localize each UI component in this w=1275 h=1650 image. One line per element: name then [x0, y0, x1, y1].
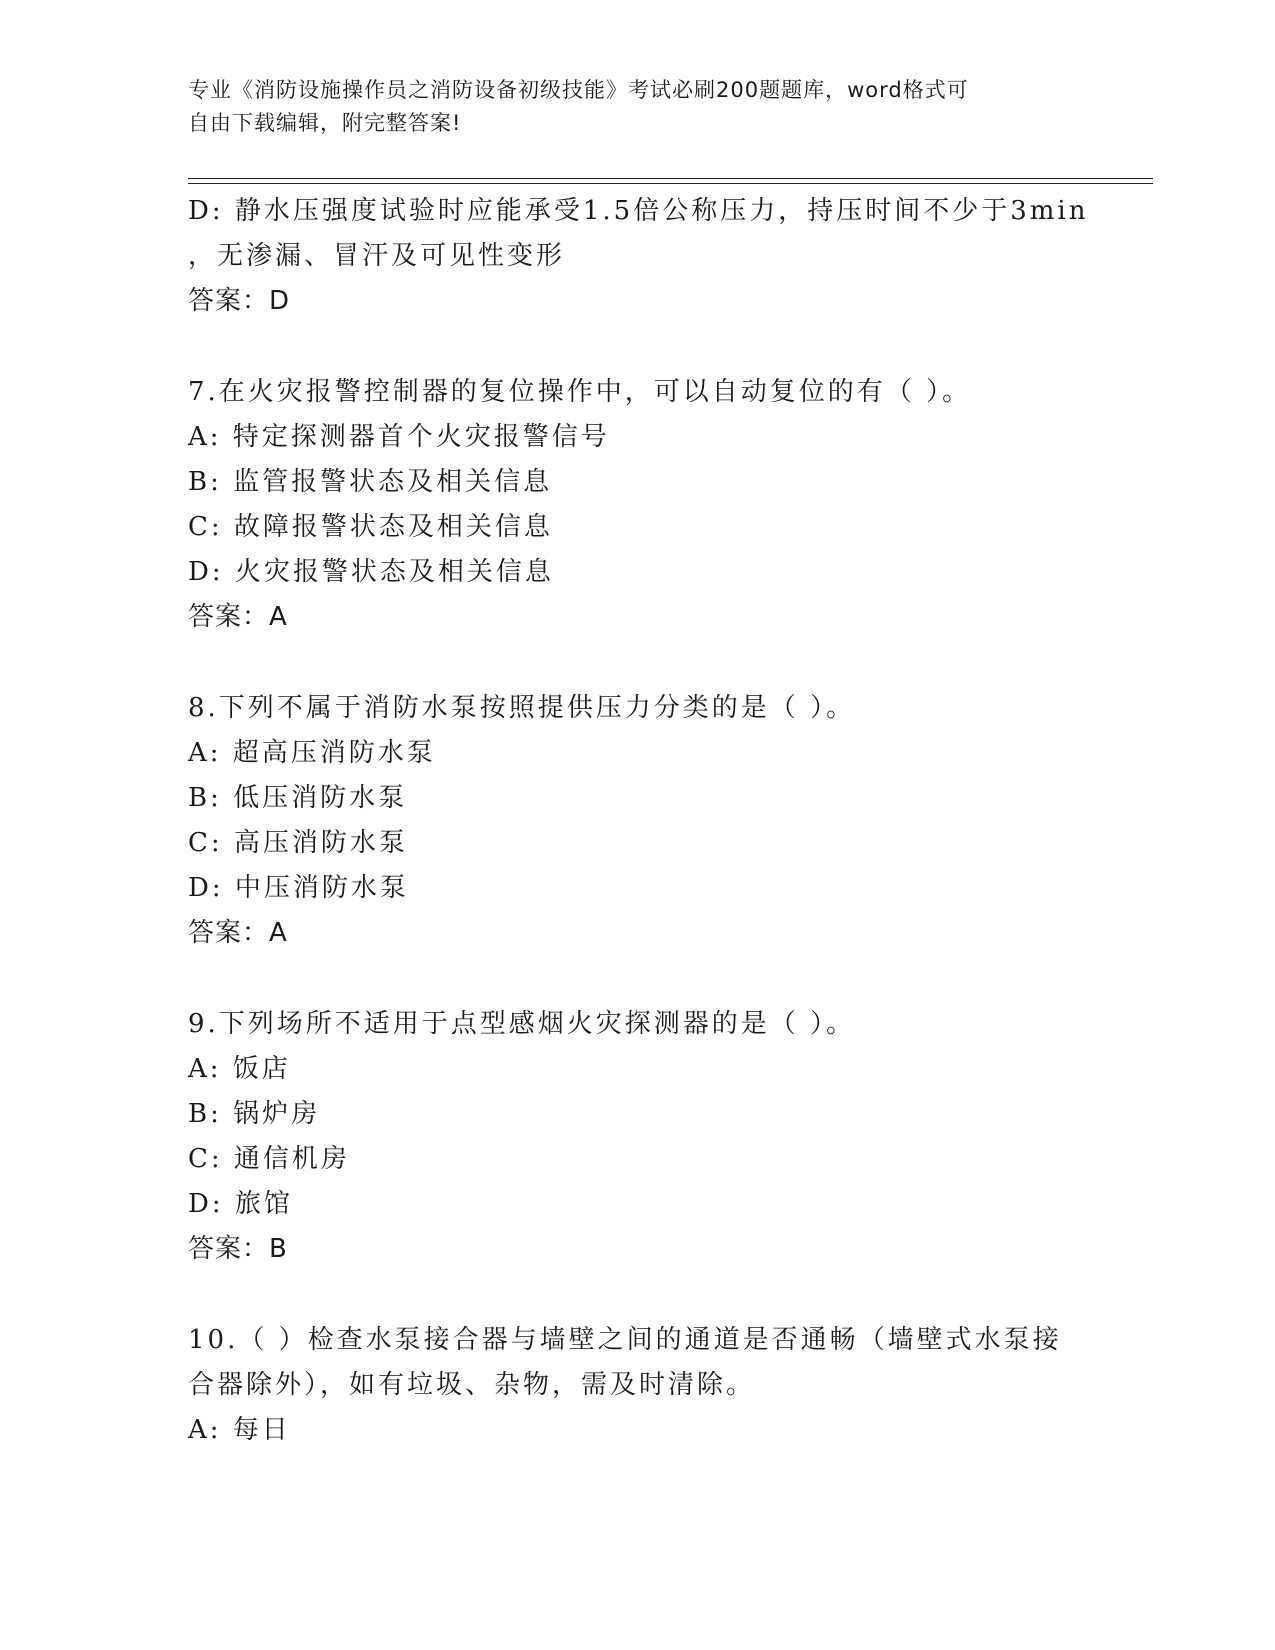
option-b: B: 锅炉房 [188, 1099, 321, 1129]
answer-line: 答案：B [188, 1234, 288, 1264]
option-a: A: 特定探测器首个火灾报警信号 [188, 422, 610, 452]
option-d: D: 中压消防水泵 [188, 873, 409, 903]
option-c: C: 高压消防水泵 [188, 828, 408, 858]
answer-line: 答案：D [188, 286, 291, 316]
option-d: D: 静水压强度试验时应能承受1.5倍公称压力，持压时间不少于3min [188, 196, 1089, 226]
option-b: B: 低压消防水泵 [188, 783, 408, 813]
option-d: D: 旅馆 [188, 1189, 293, 1219]
header-line-1: 专业《消防设施操作员之消防设备初级技能》考试必刷200题题库，word格式可 [188, 78, 969, 102]
question-7 [188, 370, 1088, 640]
option-a: A: 每日 [188, 1415, 291, 1445]
question-title: 7.在火灾报警控制器的复位操作中，可以自动复位的有（ ）。 [188, 377, 972, 407]
option-c: C: 通信机房 [188, 1144, 350, 1174]
spacer [188, 640, 1088, 686]
option-b: B: 监管报警状态及相关信息 [188, 467, 553, 497]
option-c: C: 故障报警状态及相关信息 [188, 512, 553, 542]
question-8 [188, 686, 1088, 956]
document-header [188, 74, 1068, 140]
spacer [188, 1272, 1088, 1318]
header-divider-top [188, 178, 1153, 179]
question-10 [188, 1318, 1088, 1453]
header-line-2: 自由下载编辑，附完整答案! [188, 111, 462, 135]
prev-question [188, 189, 1088, 324]
question-title: 10.（ ）检查水泵接合器与墙壁之间的通道是否通畅（墙壁式水泵接 [188, 1325, 1062, 1355]
answer-line: 答案：A [188, 918, 288, 948]
option-d: D: 火灾报警状态及相关信息 [188, 557, 554, 587]
question-content [188, 189, 1088, 1453]
option-a: A: 超高压消防水泵 [188, 738, 436, 768]
question-9 [188, 1002, 1088, 1272]
header-divider-bottom [188, 183, 1153, 184]
spacer [188, 956, 1088, 1002]
spacer [188, 324, 1088, 370]
option-d-continued: ，无渗漏、冒汗及可见性变形 [188, 241, 566, 271]
question-title: 9.下列场所不适用于点型感烟火灾探测器的是（ ）。 [188, 1009, 856, 1039]
option-a: A: 饭店 [188, 1054, 291, 1084]
question-title: 8.下列不属于消防水泵按照提供压力分类的是（ ）。 [188, 693, 856, 723]
question-title-continued: 合器除外），如有垃圾、杂物，需及时清除。 [188, 1370, 756, 1400]
answer-line: 答案：A [188, 602, 288, 632]
